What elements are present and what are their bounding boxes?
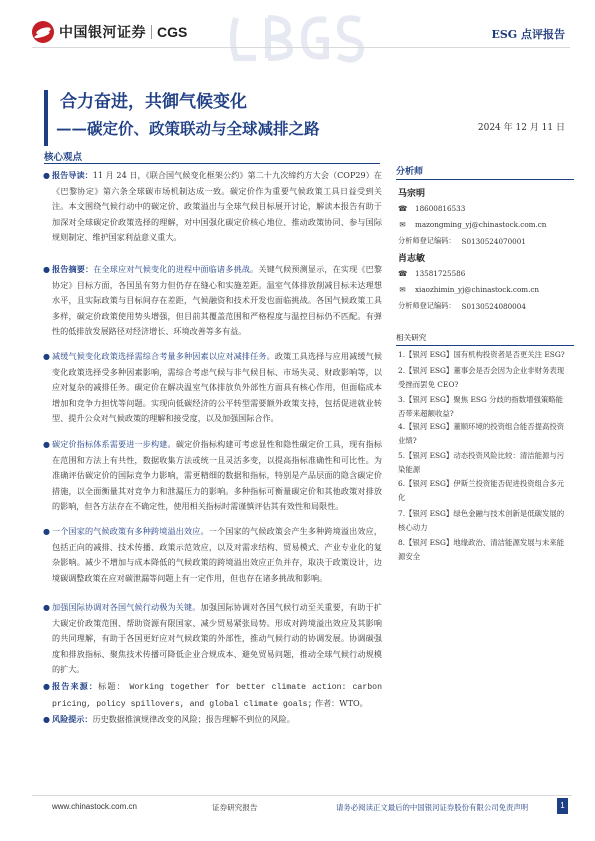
analyst-phone: ☎ 18600816533	[398, 204, 466, 213]
report-type-label: ESG 点评报告	[491, 28, 565, 41]
report-subtitle: ——碳定价、政策联动与全球减排之路	[56, 119, 320, 138]
header-divider	[32, 47, 570, 48]
phone-icon: ☎	[398, 269, 408, 278]
email-icon: ✉	[399, 220, 406, 229]
core-views-heading: 核心观点	[44, 152, 83, 163]
report-date: 2024 年 12 月 11 日	[477, 123, 565, 133]
footer-disclaimer: 请务必阅读正文最后的中国银河证券股份有限公司免责声明	[336, 803, 529, 812]
bullet-icon: ●	[43, 265, 50, 274]
related-research-item[interactable]: 7.【银河 ESG】绿色金融与技术创新是低碳发展的核心动力	[398, 509, 565, 532]
core-point-policy-choice: ● 减缓气候变化政策选择需综合考量多种因素以应对减排任务。政策工具选择与应用减缓气候变化政策选择受多种因素影响，需综合考虑气候与非气候目标、市场失灵、财政影响等，以应对复杂的减排任务。碳定价在解决温室气体排放负外部性方面具有核心作用，但面临成本增加和竞争力担忧等问题。实现向低碳经济的公平转型需要额外政策支持，包括促进就业转型、提升公众对气候政策的理解和接受度，以及加强国际合作。	[43, 351, 382, 424]
analyst-email[interactable]: ✉ mazongming_yj@chinastock.com.cn	[399, 220, 547, 229]
phone-icon: ☎	[398, 204, 408, 213]
analyst-name: 马宗明	[398, 189, 426, 199]
related-research-item[interactable]: 2.【银河 ESG】董事会是否会因为企业非财务表现受挫而罢免 CEO?	[398, 366, 565, 389]
cgs-watermark-icon	[228, 8, 368, 68]
footer-category: 证券研究报告	[212, 803, 258, 812]
core-point-coordination: ● 加强国际协调对各国气候行动极为关键。加强国际协调对各国气候行动至关重要，有助于扩大碳定价政策范围、帮助资源有限国家、减少贸易紧张局势。形成对跨境溢出效应及其影响的共同理解，有助于各国更好应对气候政策的外部性，推动气候行动的协调发展。协调碳强度和排放指标、聚焦技术传播可降低企业合规成本、避免贸易问题，推动全球气候行动规模的扩大。	[43, 602, 382, 675]
related-research-item[interactable]: 8.【银河 ESG】地缘政治、清洁能源发展与未来能源安全	[398, 538, 565, 561]
core-point-spillovers: ● 一个国家的气候政策有多种跨境溢出效应。一个国家的气候政策会产生多种跨境溢出效应，包括正向的减排、技术传播、政策示范效应，以及对需求结构、贸易模式、产业专业化的复杂影响。减少不增加与成本降低的气候政策的跨境溢出效应正负并存，取决于政策设计，边境碳调整政策在应对碳泄漏等问题上有一定作用，但也存在诸多挑战和影响。	[43, 526, 382, 583]
analyst-name: 肖志敏	[398, 254, 426, 264]
galaxy-logo-icon	[32, 21, 54, 43]
analyst-cert: 分析师登记编码： S0130524080004	[398, 301, 526, 311]
related-research-item[interactable]: 4.【银河 ESG】董顺环境的投资组合能否提高投资业绩?	[398, 422, 565, 445]
related-research-item[interactable]: 1.【银河 ESG】国有机构投资者是否更关注 ESG?	[398, 350, 565, 359]
analysts-divider	[396, 179, 574, 180]
core-views-divider	[44, 163, 380, 164]
core-point-intro: ● 报告导读：11 月 24 日，《联合国气候变化框架公约》第二十九次缔约方大会（COP29）在《巴黎协定》第六条全球碳市场机制达成一致。碳定价作为重要气候政策工具日益受到关注。本文围绕气候行动中的碳定价、政策溢出与全球气候目标展开讨论，解读本报告有助于加深对全球碳定价政策选择的理解，对中国强化碳定价核心地位、推动政策协同、参与国际规则制定、维护国家利益意义重大。	[43, 170, 382, 243]
footer-website-link[interactable]: www.chinastock.com.cn	[52, 802, 137, 811]
analysts-heading: 分析师	[396, 167, 424, 177]
brand-logo	[32, 20, 187, 44]
related-research-item[interactable]: 6.【银河 ESG】伊斯兰投资能否促进投资组合多元化	[398, 479, 565, 502]
core-point-summary: ● 报告摘要：在全球应对气候变化的进程中面临诸多挑战。关键气候预测显示，在实现《巴黎协定》目标方面，各国虽有努力但仍存在缝心和实施差距。温室气体排放削减目标未达理想水平，且实际政策与目标间存在差距，气候融资和技术开发也面临挑战。各国气候政策工具多样，碳定价政策使用势头增强，但目前其覆盖范围和严格程度与温控目标仍不匹配。有弹性的低排放发展路径对经济增长、环境改善等多有益。	[43, 264, 382, 337]
bullet-icon: ●	[43, 715, 50, 724]
related-research-item[interactable]: 3.【银河 ESG】聚焦 ESG 分歧的指数增强策略能否带来超额收益?	[398, 395, 564, 418]
bullet-icon: ●	[43, 352, 50, 361]
email-icon: ✉	[399, 285, 406, 294]
bullet-icon: ●	[43, 527, 50, 536]
report-title: 合力奋进，共御气候变化	[60, 92, 247, 112]
core-point-indicators: ● 碳定价指标体系需要进一步构建。碳定价指标构建可考虑显性和隐性碳定价工具，现有指标在范围和方法上有共性，数据收集方法或统一且灵活多变，以提高指标准确性和可比性。为准确评估碳定价的国际竞争力影响，需更精细的数据和指标，特别是产品层面的隐含碳定价措施，以全面衡量其对竞争力和泄漏压力的影响。多种指标可衡量碳定价和其他政策对排放的影响，但各方法存在不确定性，使用相关指标时需谨慎评估其有效性和局限性。	[43, 439, 382, 512]
title-accent-bar	[44, 90, 48, 146]
bullet-icon: ●	[43, 440, 50, 449]
brand-name-cn: 中国银河证券	[59, 25, 146, 41]
core-point-risk: ● 风险提示：历史数据推演规律改变的风险；报告理解不到位的风险。	[52, 712, 382, 728]
analyst-cert: 分析师登记编码： S0130524070001	[398, 236, 526, 246]
bullet-icon: ●	[43, 171, 50, 180]
page-number: 1	[557, 798, 568, 814]
related-research-divider	[396, 345, 574, 346]
analyst-phone: ☎ 13581725586	[398, 269, 466, 278]
bullet-icon: ●	[43, 682, 50, 691]
footer-divider	[32, 795, 572, 796]
brand-name-en: CGS	[157, 24, 188, 40]
related-research-item[interactable]: 5.【银河 ESG】动态投资风险比较：清洁能源与污染能源	[398, 451, 565, 474]
core-point-source: ● 报告来源：标题： Working together for better climate action: carbon pricing, policy spillovers, and global climate goals; 作者：WTO。	[43, 681, 382, 709]
logo-divider	[151, 25, 152, 39]
related-research-heading: 相关研究	[396, 333, 427, 342]
analyst-email[interactable]: ✉ xiaozhimin_yj@chinastock.com.cn	[399, 285, 540, 294]
bullet-icon: ●	[43, 603, 50, 612]
